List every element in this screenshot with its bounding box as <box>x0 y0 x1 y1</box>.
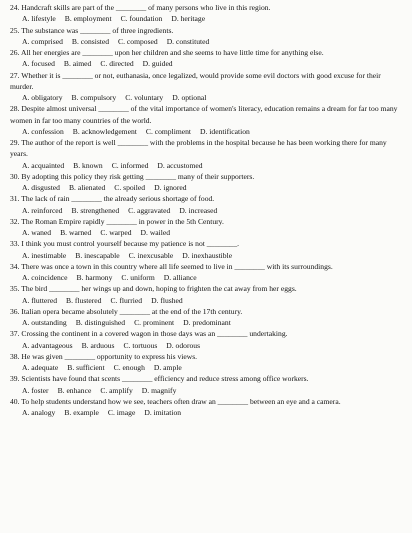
option-c: C. prominent <box>134 318 175 327</box>
question-options <box>10 340 398 351</box>
option-a: A. confession <box>22 126 64 136</box>
question-stem: 25. The substance was ________ of three ingredients. <box>10 25 174 35</box>
question-item <box>10 261 398 284</box>
question-options <box>10 36 398 47</box>
option-a: A. disgusted <box>22 183 60 192</box>
question-stem: 34. There was once a town in this country where all life seemed to live in ________ with its surroundings. <box>10 261 333 271</box>
option-c: C. inexcusable <box>128 250 174 260</box>
question-item <box>10 216 398 239</box>
question-options <box>10 182 398 193</box>
option-a: A. reinforced <box>22 205 63 215</box>
option-d: D. constituted <box>166 36 210 46</box>
option-a: A. foster <box>22 385 49 395</box>
question-item <box>10 25 398 48</box>
option-c: C. composed <box>118 36 158 46</box>
question-options <box>10 295 398 306</box>
question-options <box>10 160 398 171</box>
option-c: C. image <box>107 408 136 417</box>
option-d: D. alliance <box>163 273 197 282</box>
option-b: B. distinguished <box>75 318 126 327</box>
question-item <box>10 2 398 25</box>
option-a: A. obligatory <box>22 93 63 102</box>
question-item <box>10 70 398 104</box>
option-d: D. odorous <box>166 340 201 350</box>
option-a: A. comprised <box>22 36 63 46</box>
question-item <box>10 396 398 419</box>
option-b: B. example <box>64 408 99 417</box>
question-options <box>10 227 398 238</box>
question-options <box>10 13 398 24</box>
option-b: B. harmony <box>76 273 113 282</box>
option-c: C. directed <box>100 59 134 69</box>
option-d: D. guided <box>142 59 173 69</box>
option-a: A. coincidence <box>22 273 68 282</box>
option-c: C. enough <box>113 363 145 372</box>
option-d: D. imitation <box>144 408 182 417</box>
option-d: D. ignored <box>154 183 187 192</box>
option-c: C. voluntary <box>125 93 164 102</box>
option-b: B. inescapable <box>75 250 120 260</box>
question-item <box>10 351 398 374</box>
question-stem: 39. Scientists have found that scents ________ efficiency and reduce stress among office workers. <box>10 374 309 384</box>
question-item <box>10 328 398 351</box>
option-c: C. compliment <box>145 126 192 136</box>
question-stem: 32. The Roman Empire rapidly ________ in power in the 5th Century. <box>10 216 224 226</box>
option-a: A. waned <box>22 228 52 237</box>
option-d: D. flushed <box>151 295 183 305</box>
question-item <box>10 103 398 137</box>
option-d: D. heritage <box>171 14 206 24</box>
option-b: B. flustered <box>66 295 102 305</box>
question-stem: 31. The lack of rain ________ the already serious shortage of food. <box>10 194 215 204</box>
question-options <box>10 317 398 328</box>
option-b: B. alienated <box>68 183 106 192</box>
question-options <box>10 272 398 283</box>
question-options <box>10 250 398 261</box>
question-item <box>10 47 398 70</box>
option-a: A. focused <box>22 59 55 69</box>
option-c: C. uniform <box>121 273 155 282</box>
question-options <box>10 385 398 396</box>
question-stem: 35. The bird ________ her wings up and down, hoping to frighten the cat away from her eggs. <box>10 284 297 294</box>
option-d: D. increased <box>179 205 218 215</box>
option-c: C. informed <box>111 160 149 170</box>
question-stem: 38. He was given ________ opportunity to express his views. <box>10 351 198 361</box>
option-b: B. known <box>73 160 103 170</box>
question-stem: 28. Despite almost universal ________ of the vital importance of women's literacy, education remains a dream for far too many women in far too many countries of the world. <box>10 104 398 125</box>
option-a: A. adequate <box>22 363 59 372</box>
option-a: A. analogy <box>22 408 56 417</box>
question-item <box>10 193 398 216</box>
option-c: C. tortuous <box>123 340 158 350</box>
question-stem: 30. By adopting this policy they risk getting ________ many of their supporters. <box>10 171 255 181</box>
question-options <box>10 92 398 103</box>
question-stem: 33. I think you must control yourself because my patience is not ________. <box>10 239 240 249</box>
option-c: C. spoiled <box>114 183 146 192</box>
option-d: D. optional <box>172 93 207 102</box>
option-b: B. sufficient <box>67 363 105 372</box>
question-item <box>10 373 398 396</box>
question-item <box>10 283 398 306</box>
option-b: B. strengthened <box>71 205 120 215</box>
option-c: C. foundation <box>120 14 163 24</box>
question-stem: 27. Whether it is ________ or not, euthanasia, once legalized, would provide some evil doctors with good excuse for their murder. <box>10 70 381 91</box>
question-item <box>10 137 398 171</box>
question-options <box>10 362 398 373</box>
option-a: A. lifestyle <box>22 14 56 24</box>
option-b: B. enhance <box>57 385 92 395</box>
option-a: A. fluttered <box>22 295 58 305</box>
option-b: B. consisted <box>71 36 110 46</box>
option-d: D. ample <box>153 363 182 372</box>
option-b: B. employment <box>64 14 112 24</box>
option-b: B. arduous <box>81 340 115 350</box>
option-d: D. magnify <box>141 385 177 395</box>
option-a: A. outstanding <box>22 318 67 327</box>
question-stem: 40. To help students understand how we see, teachers often draw an ________ between an eye and a camera. <box>10 396 341 406</box>
question-options <box>10 126 398 137</box>
option-b: B. compulsory <box>71 93 117 102</box>
option-d: D. predominant <box>183 318 231 327</box>
question-options <box>10 58 398 69</box>
option-b: B. aimed <box>63 59 92 69</box>
option-a: A. advantageous <box>22 340 73 350</box>
question-stem: 29. The author of the report is well ________ with the problems in the hospital because he has been working there for many years. <box>10 138 387 159</box>
question-item <box>10 306 398 329</box>
option-d: D. identification <box>200 126 250 136</box>
question-stem: 26. All her energies are ________ upon her children and she seems to have little time for anything else. <box>10 48 324 57</box>
question-stem: 24. Handcraft skills are part of the ________ of many persons who live in this region. <box>10 3 271 12</box>
option-a: A. inestimable <box>22 250 67 260</box>
question-item <box>10 171 398 194</box>
option-c: C. aggravated <box>128 205 171 215</box>
option-d: D. inexhaustible <box>182 250 233 260</box>
option-a: A. acquainted <box>22 160 65 170</box>
option-b: B. warned <box>60 228 92 237</box>
question-options <box>10 205 398 216</box>
option-b: B. acknowledgement <box>72 126 137 136</box>
option-c: C. warped <box>100 228 132 237</box>
option-d: D. wailed <box>140 228 171 237</box>
question-stem: 37. Crossing the continent in a covered wagon in those days was an ________ undertaking. <box>10 329 288 339</box>
option-c: C. flurried <box>110 295 143 305</box>
question-stem: 36. Italian opera became absolutely ________ at the end of the 17th century. <box>10 306 243 316</box>
question-item <box>10 238 398 261</box>
option-c: C. amplify <box>100 385 133 395</box>
option-d: D. accustomed <box>157 160 203 170</box>
question-options <box>10 407 398 418</box>
